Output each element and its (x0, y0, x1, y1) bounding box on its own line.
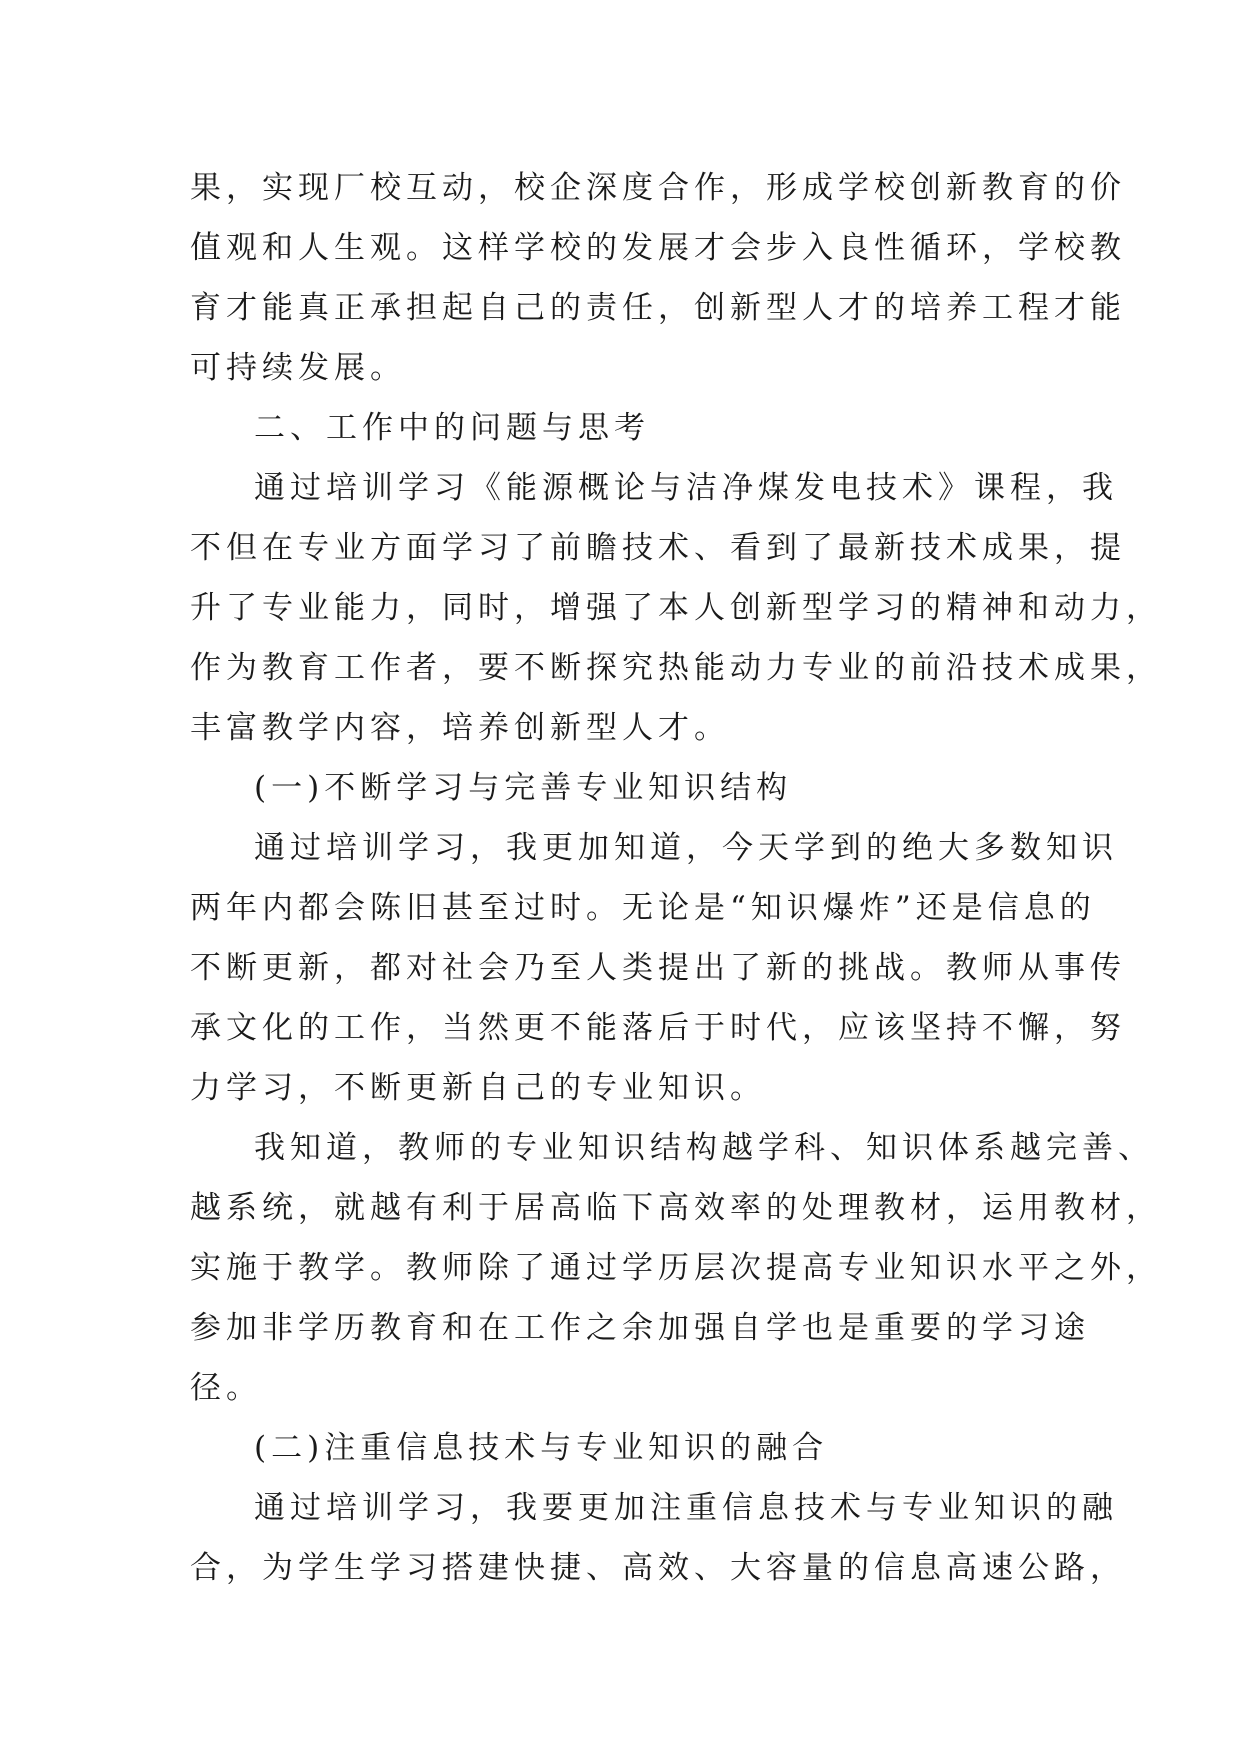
paragraph-line: 升了专业能力，同时，增强了本人创新型学习的精神和动力， (190, 590, 1162, 626)
document-body (190, 158, 1162, 1598)
subsection-heading: (二)注重信息技术与专业知识的融合 (254, 1430, 829, 1466)
paragraph-line: 我知道，教师的专业知识结构越学科、知识体系越完善、 (254, 1130, 1154, 1166)
paragraph-line: 承文化的工作，当然更不能落后于时代，应该坚持不懈，努 (190, 1010, 1126, 1046)
paragraph-line: 值观和人生观。这样学校的发展才会步入良性循环，学校教 (190, 230, 1126, 266)
paragraph-line: 实施于教学。教师除了通过学历层次提高专业知识水平之外， (190, 1250, 1162, 1286)
paragraph-line: 力学习，不断更新自己的专业知识。 (190, 1070, 766, 1106)
paragraph-line: 参加非学历教育和在工作之余加强自学也是重要的学习途 (190, 1310, 1090, 1346)
paragraph-line: 育才能真正承担起自己的责任，创新型人才的培养工程才能 (190, 290, 1126, 326)
paragraph-line: 果，实现厂校互动，校企深度合作，形成学校创新教育的价 (190, 170, 1126, 206)
section-heading: 二、工作中的问题与思考 (254, 410, 650, 446)
paragraph-line: 通过培训学习《能源概论与洁净煤发电技术》课程，我 (254, 470, 1118, 506)
subsection-heading: (一)不断学习与完善专业知识结构 (254, 770, 793, 806)
paragraph-line: 通过培训学习，我更加知道，今天学到的绝大多数知识 (254, 830, 1118, 866)
paragraph-line: 可持续发展。 (190, 350, 406, 386)
paragraph-line: 不断更新，都对社会乃至人类提出了新的挑战。教师从事传 (190, 950, 1126, 986)
paragraph-line: 作为教育工作者，要不断探究热能动力专业的前沿技术成果， (190, 650, 1162, 686)
paragraph-line: 越系统，就越有利于居高临下高效率的处理教材，运用教材， (190, 1190, 1162, 1226)
paragraph-line: 丰富教学内容，培养创新型人才。 (190, 710, 730, 746)
paragraph-line: 合，为学生学习搭建快捷、高效、大容量的信息高速公路， (190, 1550, 1126, 1586)
paragraph-line: 两年内都会陈旧甚至过时。无论是“知识爆炸”还是信息的 (190, 890, 1096, 926)
paragraph-line: 通过培训学习，我要更加注重信息技术与专业知识的融 (254, 1490, 1118, 1526)
paragraph-line: 径。 (190, 1370, 262, 1406)
paragraph-line: 不但在专业方面学习了前瞻技术、看到了最新技术成果，提 (190, 530, 1126, 566)
